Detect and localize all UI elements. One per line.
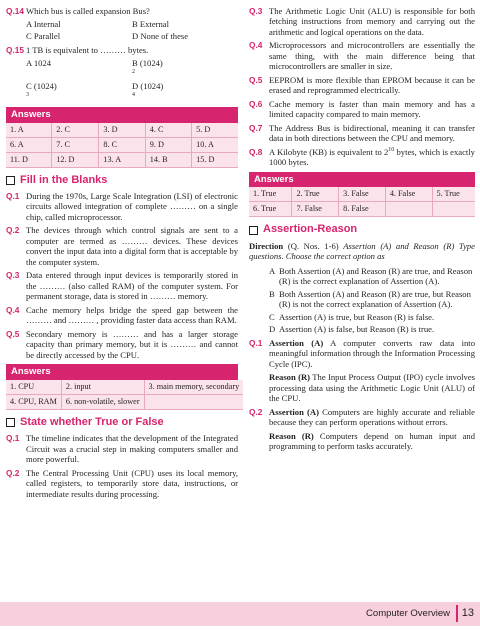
table-row: 1. A 2. C 3. D 4. C 5. D <box>6 123 238 138</box>
option-b: B (1024) $^2$ <box>132 58 163 76</box>
tf-question-7: Q.7 The Address Bus is bidirectional, meaning it can transfer data in both directions between the CPU and memory. <box>249 122 475 144</box>
ar-question-2: Q.2 Assertion (A) Computers are highly accurate and reliable because they can perform operations without errors. <box>249 406 475 428</box>
fill-question-2: Q.2 The devices through which control signals are sent to a computer are termed as ……… devices. These devices convert the input data into a digital form that is acceptable by the computer system. <box>6 225 238 267</box>
question-number: Q.15 <box>6 44 24 55</box>
table-row: 1. CPU 2. input 3. main memory, secondary <box>6 380 243 395</box>
checkbox-square-icon <box>6 418 15 427</box>
tf-question-6: Q.6 Cache memory is faster than main memory and has a limited capacity compared to main memory. <box>249 98 475 120</box>
option-b: B External <box>132 19 169 30</box>
checkbox-square-icon <box>249 226 258 235</box>
footer-divider <box>456 605 458 622</box>
table-row: 1. True 2. True 3. False 4. False 5. True <box>249 187 475 202</box>
question-text: Which bus is called expansion Bus? <box>26 6 150 16</box>
page-footer <box>0 602 480 626</box>
fill-blanks-heading <box>6 174 238 187</box>
tf-question-8: Q.8 A Kilobyte (KB) is equivalent to $2^{10}$ bytes, which is exactly 1000 bytes. <box>249 146 475 168</box>
fill-question-1: Q.1 During the 1970s, Large Scale Integration (LSI) of electronic circuits allowed integration of complete ……… on a single chip, called microprocessor. <box>6 190 238 222</box>
ar-question-2-reason: Reason (R) Computers depend on human input and programming to perform tasks accurately. <box>269 430 475 451</box>
option-c: C Parallel <box>26 30 61 41</box>
table-row: 4. CPU, RAM 6. non-volatile, slower <box>6 394 243 409</box>
question-text: 1 TB is equivalent to ……… bytes. <box>26 44 149 55</box>
footer-chapter-title: Computer Overview <box>366 608 450 619</box>
section-title: Assertion-Reason <box>263 223 358 236</box>
ar-option-b: B Both Assertion (A) and Reason (R) are true, but Reason (R) is not the correct explanation of Assertion (A). <box>269 288 471 310</box>
answers-table <box>249 187 475 217</box>
answers-box-mcq <box>6 107 238 168</box>
question-14 <box>6 6 238 16</box>
ar-option-a: A Both Assertion (A) and Reason (R) are true, and Reason (R) is the correct explanation of Assertion (A). <box>269 265 473 287</box>
question-15 <box>6 45 238 55</box>
tf-question-5: Q.5 EEPROM is more flexible than EPROM because it can be erased and reprogrammed electrically. <box>249 74 475 96</box>
question-number: Q.14 <box>6 6 24 16</box>
ar-question-1: Q.1 Assertion (A) A computer converts raw data into meaningful information through the Information Processing Cycle (IPC). <box>249 337 475 369</box>
answers-heading: Answers <box>249 172 475 188</box>
question-14-options <box>26 19 238 41</box>
fill-question-4: Q.4 Cache memory helps bridge the speed gap between the ……… and ……… , providing faster data access than RAM. <box>6 304 238 326</box>
tf-question-3: Q.3 The Arithmetic Logic Unit (ALU) is responsible for both fetching instructions from memory and carrying out the arithmetic and logical operations on the data. <box>249 6 475 37</box>
fill-question-5: Q.5 Secondary memory is ……… and has a larger storage capacity than primary memory, but it is ……… and cannot be directly accessed by the CPU. <box>6 328 238 360</box>
direction-text: Direction (Q. Nos. 1-6) Assertion (A) and Reason (R) Type questions. Choose the correct option as <box>249 240 475 262</box>
left-column <box>6 6 238 502</box>
answers-table <box>6 380 243 410</box>
table-row: 11. D 12. D 13. A 14. B 15. D <box>6 152 238 167</box>
section-title: State whether True or False <box>20 415 164 428</box>
option-a: A 1024 <box>26 58 52 69</box>
ar-option-d: D Assertion (A) is false, but Reason (R) is true. <box>269 324 435 335</box>
answers-heading: Answers <box>6 107 238 123</box>
table-row: 6. A 7. C 8. C 9. D 10. A <box>6 137 238 152</box>
tf-question-4: Q.4 Microprocessors and microcontrollers are essentially the same thing, with the main difference being that microcontrollers are smaller in size. <box>249 40 475 72</box>
answers-box-true-false <box>249 172 475 218</box>
fill-question-3: Q.3 Data entered through input devices is temporarily stored in the ……… (also called RAM) of the computer system. For permanent storage, data is stored in ……… memory. <box>6 270 238 302</box>
option-d: D (1024) $^4$ <box>132 80 164 98</box>
tf-question-2: Q.2 The Central Processing Unit (CPU) uses its local memory, called registers, to temporarily store data, instructions, or intermediate results during processing. <box>6 467 238 499</box>
page-number: 13 <box>461 607 474 619</box>
checkbox-square-icon <box>6 176 15 185</box>
table-row: 6. True 7. False 8. False <box>249 202 475 217</box>
tf-question-1: Q.1 The timeline indicates that the development of the Integrated Circuit was a crucial step in making computers smaller and more powerful. <box>6 433 238 465</box>
question-15-options <box>26 58 238 103</box>
option-a: A Internal <box>26 19 61 30</box>
assertion-reason-heading <box>249 223 475 236</box>
answers-box-fill <box>6 364 238 410</box>
answers-table <box>6 123 238 168</box>
option-c: C (1024) $^3$ <box>26 80 57 98</box>
right-column <box>249 6 475 454</box>
true-false-heading <box>6 416 238 429</box>
option-d: D None of these <box>132 30 189 41</box>
section-title: Fill in the Blanks <box>20 173 108 186</box>
answers-heading: Answers <box>6 364 238 380</box>
ar-option-c: C Assertion (A) is true, but Reason (R) is false. <box>269 311 435 322</box>
ar-question-1-reason: Reason (R) The Input Process Output (IPO) cycle involves processing data using the Arithmetic Logic Unit (ALU) of the CPU. <box>269 372 475 404</box>
